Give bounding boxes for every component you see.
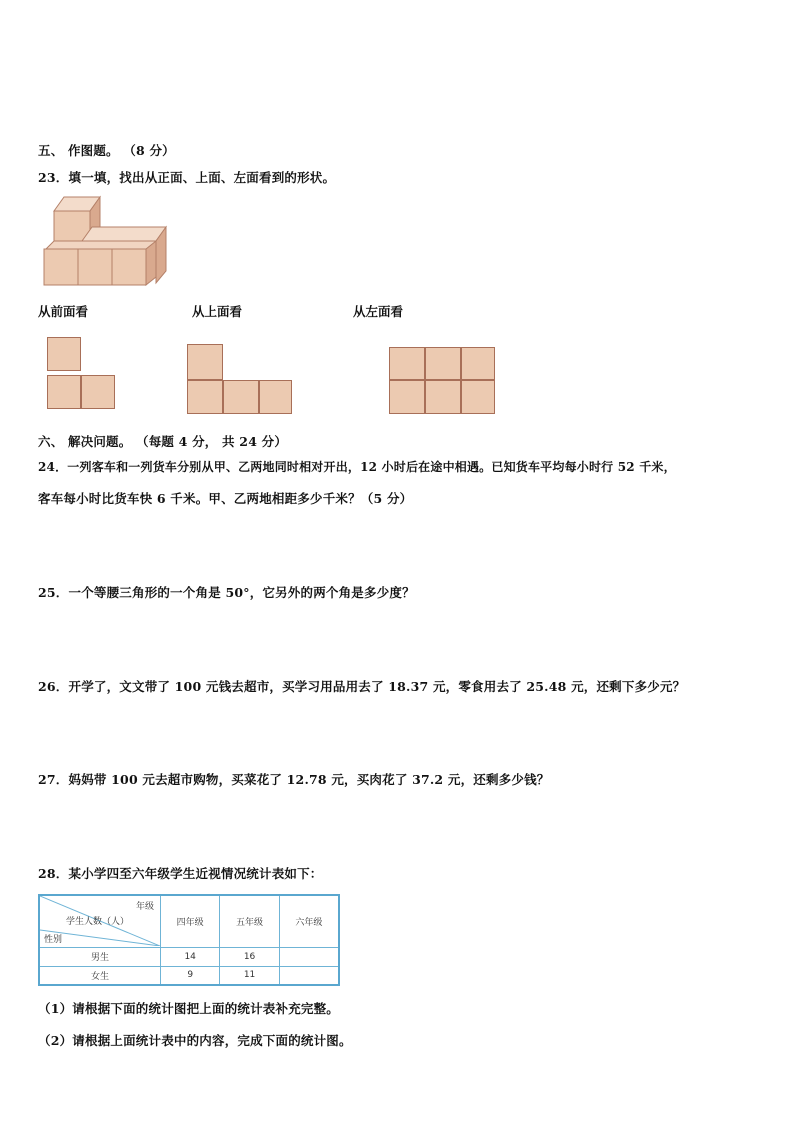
left-view-square [425, 380, 461, 414]
table-cell: 16 [220, 947, 279, 966]
left-view-square [425, 347, 461, 380]
table-cell: 11 [220, 966, 279, 985]
top-view-label: 从上面看 [192, 304, 243, 319]
table-corner-header [39, 895, 161, 947]
question-28-sub-2: （2）请根据上面统计表中的内容，完成下面的统计图。 [38, 1033, 352, 1048]
section-5-heading: 五、 作图题。 （8 分） [38, 143, 175, 158]
column-header: 四年级 [161, 895, 220, 947]
myopia-statistics-table [38, 894, 340, 986]
question-26-text: 26．开学了，文文带了 100 元钱去超市，买学习用品用去了 18.37 元，零食用去了 25.48 元，还剩下多少元？ [38, 679, 686, 694]
front-view-square [47, 375, 81, 409]
cube-stack-figure [40, 193, 175, 288]
column-header: 五年级 [220, 895, 279, 947]
row-label: 男生 [39, 947, 161, 966]
corner-gender-label: 性别 [44, 935, 63, 946]
corner-grade-label: 年级 [135, 902, 154, 913]
front-view-square [81, 375, 115, 409]
top-view-square [223, 380, 259, 414]
question-28-sub-1: （1）请根据下面的统计图把上面的统计表补充完整。 [38, 1001, 339, 1016]
table-cell: 14 [161, 947, 220, 966]
left-view-square [389, 347, 425, 380]
row-label: 女生 [39, 966, 161, 985]
question-27-text: 27．妈妈带 100 元去超市购物，买菜花了 12.78 元，买肉花了 37.2 元，还剩多少钱？ [38, 772, 550, 787]
question-25-text: 25．一个等腰三角形的一个角是 50°，它另外的两个角是多少度？ [38, 585, 415, 600]
left-view-square [461, 380, 495, 414]
section-6-heading: 六、 解决问题。 （每题 4 分， 共 24 分） [38, 434, 288, 449]
front-view-square [47, 337, 81, 371]
front-view-label: 从前面看 [38, 304, 89, 319]
left-view-square [389, 380, 425, 414]
table-cell-blank[interactable] [279, 966, 339, 985]
table-row [39, 947, 339, 966]
table-cell: 9 [161, 966, 220, 985]
question-28-text: 28．某小学四至六年级学生近视情况统计表如下： [38, 866, 323, 881]
question-24-line-1: 24．一列客车和一列货车分别从甲、乙两地同时相对开出，12 小时后在途中相遇。已知货车平均每小时行 52 千米， [38, 460, 676, 474]
top-view-square [259, 380, 292, 414]
question-24-line-2: 客车每小时比货车快 6 千米。甲、乙两地相距多少千米？（5 分） [38, 491, 413, 506]
left-view-square [461, 347, 495, 380]
left-view-label: 从左面看 [353, 304, 404, 319]
top-view-square [187, 380, 223, 414]
question-23-text: 23．填一填，找出从正面、上面、左面看到的形状。 [38, 170, 336, 185]
column-header: 六年级 [279, 895, 339, 947]
top-view-square [187, 344, 223, 380]
table-cell-blank[interactable] [279, 947, 339, 966]
table-row [39, 966, 339, 985]
corner-count-label: 学生人数（人） [66, 917, 130, 928]
